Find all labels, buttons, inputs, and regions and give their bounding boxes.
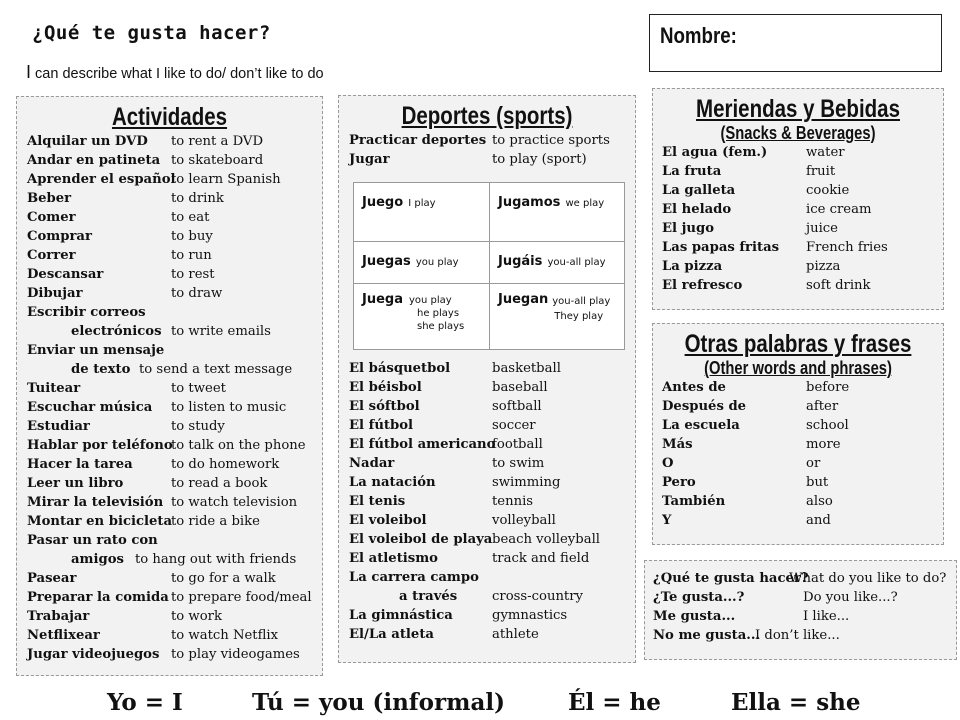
- english-meaning: track and field: [492, 551, 590, 566]
- english-meaning: to draw: [171, 286, 223, 301]
- deportes-list: [349, 361, 629, 646]
- conj-form: Juego: [362, 195, 404, 210]
- spanish-term: El fútbol: [349, 418, 414, 433]
- vocab-row: [662, 240, 943, 259]
- spanish-term: El fútbol americano: [349, 437, 496, 452]
- english-phrase: Do you like...?: [803, 590, 898, 605]
- english-meaning: to play videogames: [171, 647, 300, 662]
- spanish-term: Después de: [662, 399, 747, 414]
- spanish-term: Pasear: [27, 571, 77, 586]
- deportes-top-list: [349, 133, 635, 171]
- worksheet-title: ¿Qué te gusta hacer?: [32, 22, 271, 44]
- learning-goal-first-letter: I: [26, 62, 32, 82]
- spanish-term: Escuchar música: [27, 400, 153, 415]
- vocab-row: [27, 381, 322, 400]
- vocab-row: [27, 229, 322, 248]
- conj-meaning: she plays: [417, 321, 465, 332]
- vocab-row: [662, 399, 943, 418]
- learning-goal-text: can describe what I like to do/ don’t like to do: [31, 66, 324, 82]
- spanish-term: Alquilar un DVD: [27, 134, 148, 149]
- vocab-row: [662, 221, 943, 240]
- english-meaning: to run: [171, 248, 212, 263]
- conj-meaning: you-all play: [547, 257, 606, 268]
- english-meaning: to send a text message: [139, 362, 293, 377]
- english-meaning: to talk on the phone: [171, 438, 306, 453]
- conj-form: Jugamos: [498, 195, 561, 210]
- vocab-row: [662, 494, 943, 513]
- vocab-row: [349, 399, 629, 418]
- spanish-term: Pero: [662, 475, 696, 490]
- spanish-term: Tuitear: [27, 381, 81, 396]
- pronoun-yo: Yo = I: [107, 689, 183, 716]
- spanish-term: Antes de: [662, 380, 726, 395]
- english-meaning: also: [806, 494, 833, 509]
- conj-meaning: you play: [415, 257, 459, 268]
- spanish-term: Y: [662, 513, 672, 528]
- spanish-term: El voleibol de playa: [349, 532, 493, 547]
- vocab-row: [662, 183, 943, 202]
- english-meaning: but: [806, 475, 829, 490]
- english-meaning: volleyball: [492, 513, 556, 528]
- spanish-term: El voleibol: [349, 513, 427, 528]
- spanish-term: electrónicos: [71, 324, 162, 339]
- english-meaning: to write emails: [171, 324, 271, 339]
- english-meaning: to play (sport): [492, 152, 587, 167]
- english-meaning: beach volleyball: [492, 532, 600, 547]
- spanish-term: amigos: [71, 552, 124, 567]
- spanish-term: Montar en bicicleta: [27, 514, 173, 529]
- vocab-row: [27, 628, 322, 647]
- english-meaning: to hang out with friends: [135, 552, 297, 567]
- meriendas-list: [662, 145, 943, 297]
- english-meaning: to work: [171, 609, 222, 624]
- english-meaning: before: [806, 380, 850, 395]
- spanish-term: El atletismo: [349, 551, 438, 566]
- phrase-row: [653, 571, 956, 590]
- english-meaning: to swim: [492, 456, 545, 471]
- jugar-conjugation-table: [353, 182, 625, 350]
- otras-panel: [652, 323, 944, 545]
- english-meaning: to watch television: [171, 495, 298, 510]
- spanish-term: Dibujar: [27, 286, 83, 301]
- vocab-row: [27, 514, 322, 533]
- meriendas-title: Meriendas y Bebidas: [696, 95, 900, 123]
- english-meaning: after: [806, 399, 839, 414]
- english-meaning: to do homework: [171, 457, 280, 472]
- spanish-term: El básquetbol: [349, 361, 451, 376]
- spanish-term: Descansar: [27, 267, 104, 282]
- spanish-term: La pizza: [662, 259, 723, 274]
- vocab-row: [27, 438, 322, 457]
- vocab-row: [662, 259, 943, 278]
- spanish-term: Pasar un rato con: [27, 533, 158, 548]
- phrase-row: [653, 590, 956, 609]
- vocab-row: [662, 437, 943, 456]
- spanish-term: Jugar videojuegos: [27, 647, 160, 662]
- spanish-term: El béisbol: [349, 380, 422, 395]
- english-meaning: to tweet: [171, 381, 226, 396]
- english-meaning: more: [806, 437, 841, 452]
- spanish-term: Más: [662, 437, 693, 452]
- vocab-row: [349, 152, 635, 171]
- vocab-row: [27, 552, 322, 571]
- spanish-term: Enviar un mensaje: [27, 343, 165, 358]
- vocab-row: [27, 400, 322, 419]
- english-meaning: to eat: [171, 210, 210, 225]
- spanish-term: El agua (fem.): [662, 145, 768, 160]
- spanish-term: Beber: [27, 191, 72, 206]
- spanish-phrase: Me gusta...: [653, 609, 736, 624]
- conj-form: Jugáis: [498, 254, 543, 269]
- vocab-row: [27, 419, 322, 438]
- english-meaning: to drink: [171, 191, 224, 206]
- conj-meaning: you play: [409, 295, 452, 306]
- vocab-row: [27, 191, 322, 210]
- spanish-term: Escribir correos: [27, 305, 146, 320]
- english-meaning: and: [806, 513, 831, 528]
- english-meaning: football: [492, 437, 543, 452]
- english-meaning: to watch Netflix: [171, 628, 279, 643]
- vocab-row: [27, 343, 322, 362]
- vocab-row: [27, 457, 322, 476]
- spanish-term: También: [662, 494, 726, 509]
- english-meaning: basketball: [492, 361, 561, 376]
- conj-meaning: we play: [565, 198, 605, 209]
- english-meaning: to rest: [171, 267, 215, 282]
- vocab-row: [349, 513, 629, 532]
- vocab-row: [349, 437, 629, 456]
- english-meaning: athlete: [492, 627, 539, 642]
- pronoun-ella: Ella = she: [731, 689, 861, 716]
- actividades-panel: [16, 96, 323, 676]
- vocab-row: [349, 456, 629, 475]
- spanish-term: El refresco: [662, 278, 743, 293]
- vocab-row: [349, 608, 629, 627]
- english-meaning: tennis: [492, 494, 534, 509]
- vocab-row: [349, 475, 629, 494]
- otras-title: Otras palabras y frases: [684, 330, 912, 358]
- spanish-term: O: [662, 456, 674, 471]
- english-meaning: to practice sports: [492, 133, 610, 148]
- frases-panel: [644, 560, 957, 660]
- english-meaning: to prepare food/meal: [171, 590, 312, 605]
- learning-goal: [26, 62, 324, 83]
- vocab-row: [349, 380, 629, 399]
- spanish-term: Hablar por teléfono: [27, 438, 173, 453]
- english-meaning: soft drink: [806, 278, 871, 293]
- english-meaning: to listen to music: [171, 400, 287, 415]
- deportes-title: Deportes (sports): [401, 102, 573, 130]
- english-meaning: swimming: [492, 475, 561, 490]
- vocab-row: [662, 145, 943, 164]
- spanish-term: Hacer la tarea: [27, 457, 133, 472]
- conj-meaning: you-all play: [552, 296, 611, 307]
- spanish-term: Correr: [27, 248, 76, 263]
- actividades-list: [27, 134, 322, 666]
- vocab-row: [349, 133, 635, 152]
- spanish-term: de texto: [71, 362, 131, 377]
- english-meaning: cross-country: [492, 589, 583, 604]
- meriendas-panel: [652, 88, 944, 310]
- vocab-row: [27, 476, 322, 495]
- otras-subtitle: (Other words and phrases): [704, 358, 892, 378]
- english-meaning: water: [806, 145, 845, 160]
- conj-meaning: he plays: [417, 308, 460, 319]
- spanish-term: Practicar deportes: [349, 133, 487, 148]
- spanish-term: Nadar: [349, 456, 395, 471]
- english-meaning: cookie: [806, 183, 850, 198]
- spanish-term: El jugo: [662, 221, 715, 236]
- spanish-term: Leer un libro: [27, 476, 124, 491]
- otras-list: [662, 380, 943, 532]
- english-meaning: fruit: [806, 164, 836, 179]
- vocab-row: [349, 532, 629, 551]
- spanish-term: Comprar: [27, 229, 92, 244]
- conj-form: Juega: [362, 292, 403, 307]
- vocab-row: [349, 627, 629, 646]
- english-phrase: I don’t like...: [755, 628, 840, 643]
- spanish-term: Comer: [27, 210, 76, 225]
- english-meaning: to skateboard: [171, 153, 264, 168]
- vocab-row: [27, 362, 322, 381]
- english-meaning: pizza: [806, 259, 841, 274]
- phrase-row: [653, 628, 956, 647]
- spanish-term: Aprender el español: [27, 172, 176, 187]
- spanish-term: La escuela: [662, 418, 740, 433]
- spanish-term: Las papas fritas: [662, 240, 780, 255]
- vocab-row: [27, 305, 322, 324]
- vocab-row: [349, 570, 629, 589]
- vocab-row: [27, 210, 322, 229]
- spanish-term: Trabajar: [27, 609, 90, 624]
- name-label: Nombre:: [660, 23, 737, 48]
- english-meaning: to read a book: [171, 476, 268, 491]
- english-meaning: softball: [492, 399, 542, 414]
- vocab-row: [27, 172, 322, 191]
- english-meaning: French fries: [806, 240, 888, 255]
- spanish-term: Mirar la televisión: [27, 495, 164, 510]
- conj-form: Juegan: [498, 292, 549, 307]
- english-meaning: to study: [171, 419, 225, 434]
- english-phrase: What do you like to do?: [789, 571, 947, 586]
- english-meaning: school: [806, 418, 849, 433]
- vocab-row: [27, 495, 322, 514]
- spanish-phrase: ¿Qué te gusta hacer?: [653, 571, 809, 586]
- english-meaning: to go for a walk: [171, 571, 276, 586]
- english-meaning: juice: [806, 221, 838, 236]
- vocab-row: [27, 571, 322, 590]
- spanish-term: El/La atleta: [349, 627, 434, 642]
- vocab-row: [349, 361, 629, 380]
- meriendas-subtitle: (Snacks & Beverages): [720, 123, 876, 143]
- spanish-term: a través: [399, 589, 458, 604]
- spanish-term: La galleta: [662, 183, 736, 198]
- frases-list: [653, 571, 956, 647]
- spanish-term: La carrera campo: [349, 570, 479, 585]
- vocab-row: [349, 418, 629, 437]
- vocab-row: [662, 456, 943, 475]
- spanish-term: El helado: [662, 202, 732, 217]
- english-meaning: to learn Spanish: [171, 172, 281, 187]
- vocab-row: [27, 324, 322, 343]
- vocab-row: [662, 380, 943, 399]
- spanish-term: Preparar la comida: [27, 590, 169, 605]
- spanish-term: Netflixear: [27, 628, 100, 643]
- pronoun-el: Él = he: [568, 689, 661, 716]
- conj-meaning: I play: [408, 198, 436, 209]
- spanish-term: La gimnástica: [349, 608, 453, 623]
- spanish-term: El tenis: [349, 494, 406, 509]
- vocab-row: [27, 248, 322, 267]
- english-meaning: to ride a bike: [171, 514, 260, 529]
- english-meaning: soccer: [492, 418, 536, 433]
- spanish-term: Estudiar: [27, 419, 90, 434]
- vocab-row: [27, 609, 322, 628]
- english-meaning: to buy: [171, 229, 213, 244]
- english-meaning: to rent a DVD: [171, 134, 264, 149]
- english-meaning: gymnastics: [492, 608, 568, 623]
- vocab-row: [662, 202, 943, 221]
- pronoun-tu: Tú = you (informal): [252, 689, 505, 716]
- actividades-title: Actividades: [111, 103, 228, 131]
- phrase-row: [653, 609, 956, 628]
- vocab-row: [349, 494, 629, 513]
- spanish-term: La fruta: [662, 164, 722, 179]
- spanish-phrase: No me gusta...: [653, 628, 761, 643]
- spanish-phrase: ¿Te gusta...?: [653, 590, 745, 605]
- spanish-term: Andar en patineta: [27, 153, 161, 168]
- conj-meaning: They play: [554, 311, 604, 322]
- name-field[interactable]: [649, 14, 942, 72]
- spanish-term: Jugar: [349, 152, 390, 167]
- deportes-panel: [338, 95, 636, 663]
- vocab-row: [27, 647, 322, 666]
- vocab-row: [27, 533, 322, 552]
- vocab-row: [27, 286, 322, 305]
- vocab-row: [27, 267, 322, 286]
- vocab-row: [349, 551, 629, 570]
- vocab-row: [662, 475, 943, 494]
- vocab-row: [27, 153, 322, 172]
- vocab-row: [27, 590, 322, 609]
- english-meaning: baseball: [492, 380, 548, 395]
- vocab-row: [27, 134, 322, 153]
- spanish-term: El sóftbol: [349, 399, 420, 414]
- english-phrase: I like...: [803, 609, 850, 624]
- conj-form: Juegas: [362, 254, 411, 269]
- vocab-row: [662, 278, 943, 297]
- vocab-row: [662, 418, 943, 437]
- spanish-term: La natación: [349, 475, 436, 490]
- vocab-row: [662, 513, 943, 532]
- vocab-row: [349, 589, 629, 608]
- english-meaning: or: [806, 456, 821, 471]
- vocab-row: [662, 164, 943, 183]
- english-meaning: ice cream: [806, 202, 872, 217]
